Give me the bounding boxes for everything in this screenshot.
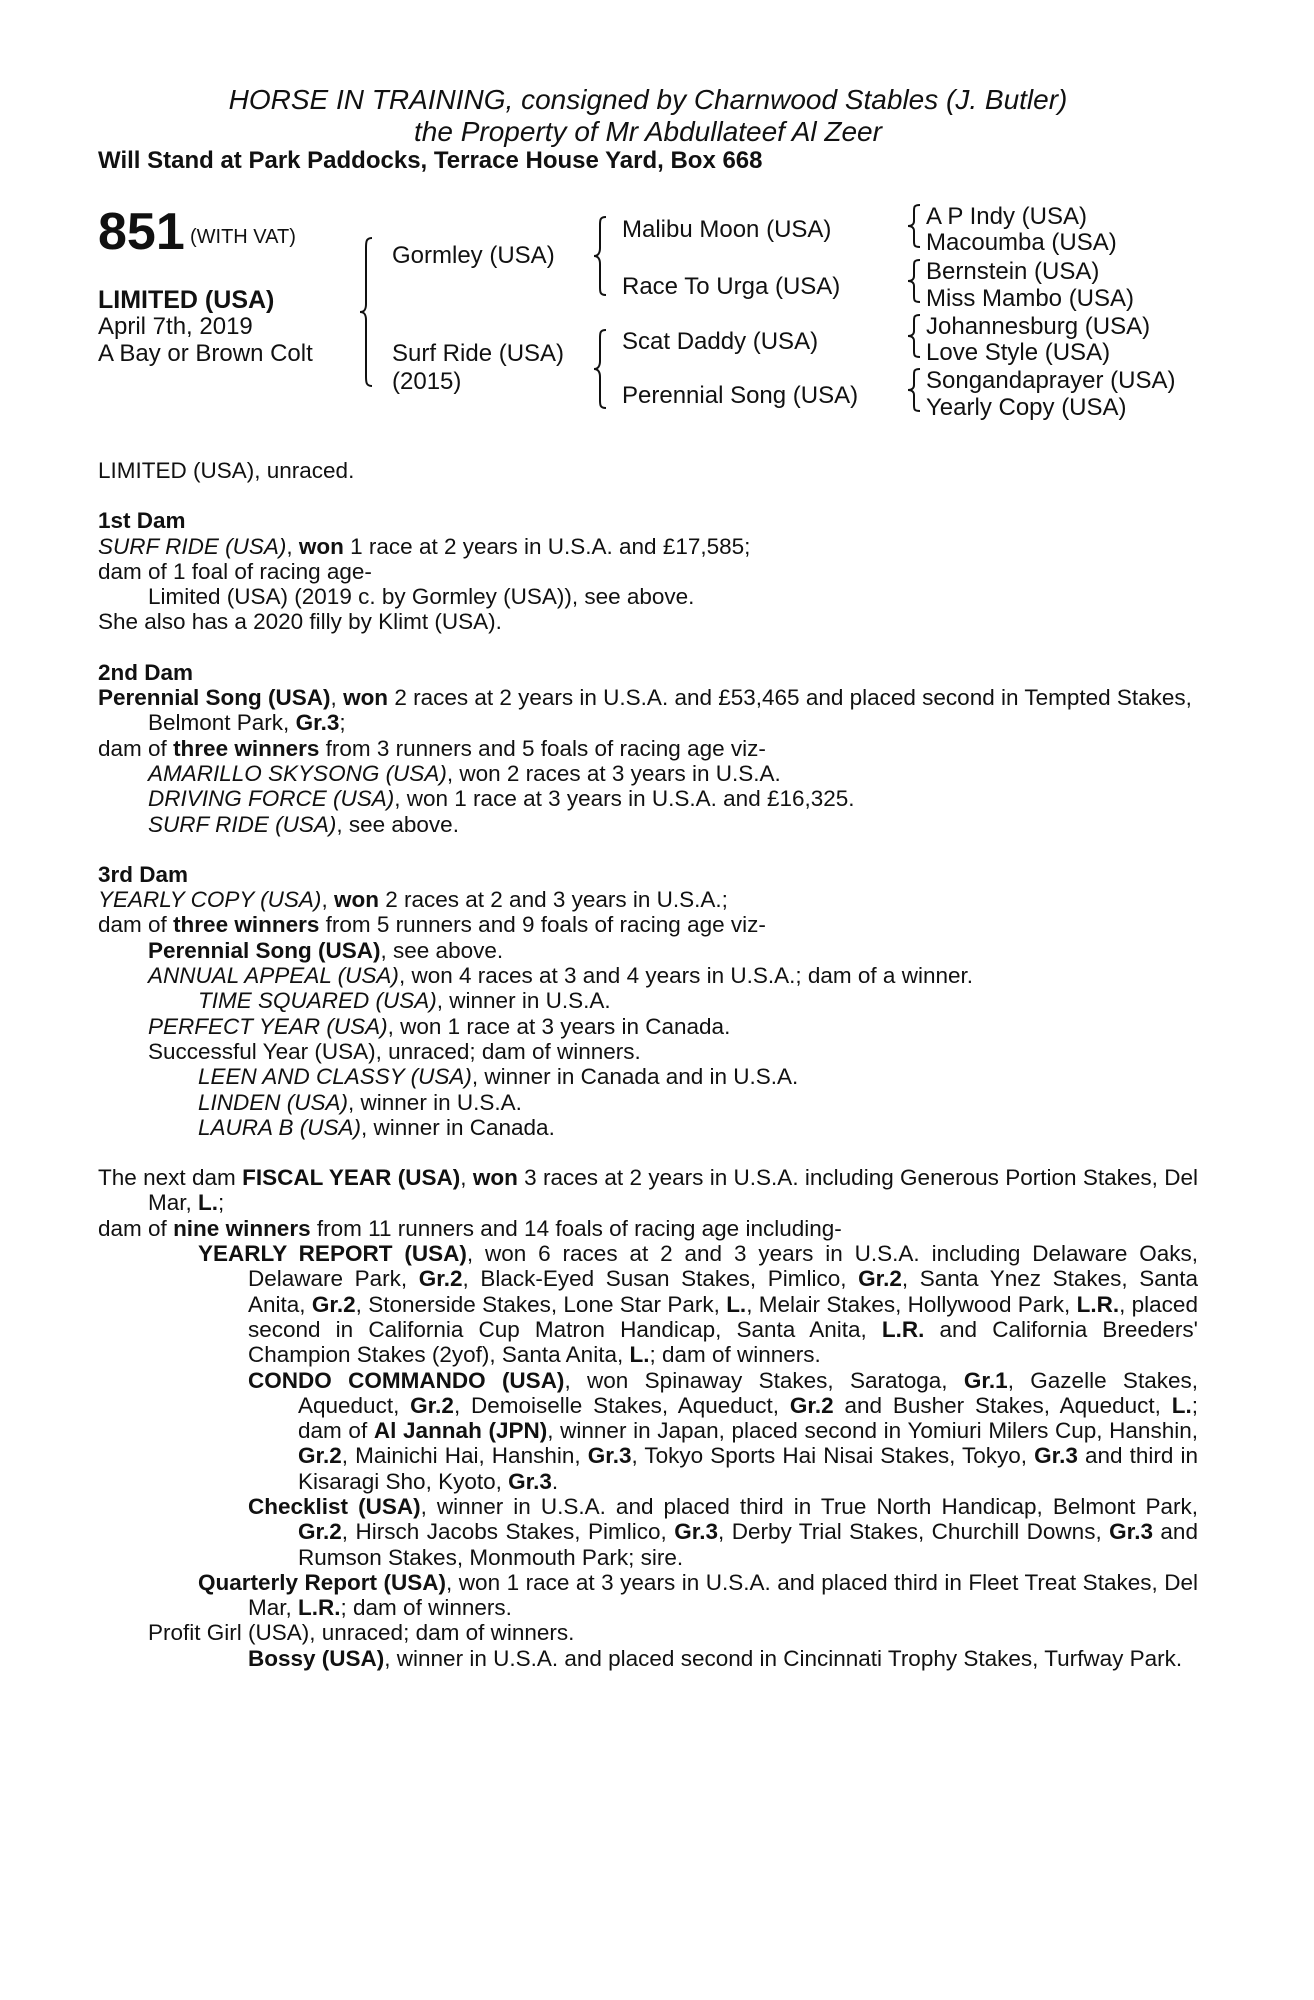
horse-description: A Bay or Brown Colt	[98, 340, 313, 367]
pedigree-bracket-sd	[906, 258, 922, 304]
third-dam-progeny: PERFECT YEAR (USA), won 1 race at 3 years in Canada.	[148, 1013, 731, 1039]
next-dam-grandprogeny: CONDO COMMANDO (USA), won Spinaway Stakes, Saratoga, Gr.1, Gazelle Stakes, Aqueduct, Gr.2, Demoiselle Stakes, Aqueduct, Gr.2 and Busher Stakes, Aqueduct, L.; dam of Al Jannah (JPN), winner in Japan, placed second in Yomiuri Milers Cup, Hanshin, Gr.2, Mainichi Hai, Hanshin, Gr.3, Tokyo Sports Hai Nisai Stakes, Tokyo, Gr.3 and third in Kisaragi Sho, Kyoto, Gr.3.	[248, 1367, 1199, 1494]
pedigree-ss-sire: A P Indy (USA)	[926, 203, 1087, 230]
pedigree-dam-dam: Perennial Song (USA)	[622, 382, 859, 409]
third-dam-record: YEARLY COPY (USA), won 2 races at 2 and 3 years in U.S.A.;	[98, 887, 728, 913]
pedigree-bracket-main	[358, 236, 374, 388]
third-dam-progeny: ANNUAL APPEAL (USA), won 4 races at 3 and 4 years in U.S.A.; dam of a winner.	[148, 963, 973, 989]
pedigree-sd-sire: Bernstein (USA)	[926, 258, 1100, 285]
owner-line: the Property of Mr Abdullateef Al Zeer	[414, 116, 882, 147]
next-dam-grandprogeny: Bossy (USA), winner in U.S.A. and placed second in Cincinnati Trophy Stakes, Turfway Park.	[248, 1645, 1183, 1671]
next-dam-summary: dam of nine winners from 11 runners and 14 foals of racing age including-	[98, 1215, 842, 1241]
third-dam-grandprogeny: LAURA B (USA), winner in Canada.	[198, 1114, 555, 1140]
pedigree-dam-year: (2015)	[392, 368, 462, 395]
second-dam-heading: 2nd Dam	[98, 659, 194, 685]
second-dam-progeny: SURF RIDE (USA), see above.	[148, 811, 459, 837]
next-dam-progeny: Quarterly Report (USA), won 1 race at 3 years in U.S.A. and placed third in Fleet Treat Stakes, Del Mar, L.R.; dam of winners.	[198, 1569, 1198, 1621]
pedigree-ds-dam: Love Style (USA)	[926, 339, 1111, 366]
third-dam-grandprogeny: TIME SQUARED (USA), winner in U.S.A.	[198, 988, 611, 1014]
intro-line: LIMITED (USA), unraced.	[98, 458, 355, 483]
first-dam-note: She also has a 2020 filly by Klimt (USA).	[98, 609, 502, 635]
horse-birth-date: April 7th, 2019	[98, 313, 253, 340]
horse-name: LIMITED (USA)	[98, 286, 275, 314]
first-dam-foals: dam of 1 foal of racing age-	[98, 558, 372, 584]
pedigree-dd-dam: Yearly Copy (USA)	[926, 394, 1127, 421]
pedigree-sd-dam: Miss Mambo (USA)	[926, 285, 1135, 312]
next-dam-record: The next dam FISCAL YEAR (USA), won 3 races at 2 years in U.S.A. including Generous Portion Stakes, Del Mar, L.;	[98, 1165, 1198, 1216]
pedigree-dd-sire: Songandaprayer (USA)	[926, 367, 1176, 394]
third-dam-grandprogeny: LEEN AND CLASSY (USA), winner in Canada and in U.S.A.	[198, 1064, 799, 1090]
third-dam-grandprogeny: LINDEN (USA), winner in U.S.A.	[198, 1089, 522, 1115]
next-dam-progeny: Profit Girl (USA), unraced; dam of winners.	[148, 1620, 575, 1646]
pedigree-ds-sire: Johannesburg (USA)	[926, 313, 1151, 340]
pedigree-sire-sire: Malibu Moon (USA)	[622, 216, 832, 243]
pedigree-bracket-dd	[906, 367, 922, 413]
vat-note: (WITH VAT)	[190, 226, 296, 248]
second-dam-summary: dam of three winners from 3 runners and 5 foals of racing age viz-	[98, 735, 766, 761]
first-dam-heading: 1st Dam	[98, 508, 186, 534]
stand-location-line: Will Stand at Park Paddocks, Terrace House Yard, Box 668	[98, 147, 763, 174]
third-dam-summary: dam of three winners from 5 runners and 9 foals of racing age viz-	[98, 912, 766, 938]
first-dam-record: SURF RIDE (USA), won 1 race at 2 years in U.S.A. and £17,585;	[98, 533, 751, 559]
pedigree-bracket-ss	[906, 203, 922, 249]
next-dam-progeny: YEARLY REPORT (USA), won 6 races at 2 and 3 years in U.S.A. including Delaware Oaks, Delaware Park, Gr.2, Black-Eyed Susan Stakes, Pimlico, Gr.2, Santa Ynez Stakes, Santa Anita, Gr.2, Stonerside Stakes, Lone Star Park, L., Melair Stakes, Hollywood Park, L.R., placed second in California Cup Matron Handicap, Santa Anita, L.R. and California Breeders' Champion Stakes (2yof), Santa Anita, L.; dam of winners.	[198, 1241, 1198, 1368]
next-dam-grandprogeny: Checklist (USA), winner in U.S.A. and placed third in True North Handicap, Belmont Park, Gr.2, Hirsch Jacobs Stakes, Pimlico, Gr.3, Derby Trial Stakes, Churchill Downs, Gr.3 and Rumson Stakes, Monmouth Park; sire.	[248, 1493, 1198, 1570]
pedigree-bracket-sire	[592, 215, 608, 297]
pedigree-sire: Gormley (USA)	[392, 242, 555, 269]
third-dam-progeny: Perennial Song (USA), see above.	[148, 937, 504, 963]
consignor-line: HORSE IN TRAINING, consigned by Charnwood Stables (J. Butler)	[228, 84, 1068, 115]
pedigree-bracket-ds	[906, 313, 922, 359]
second-dam-progeny: AMARILLO SKYSONG (USA), won 2 races at 3 years in U.S.A.	[148, 760, 781, 786]
pedigree-notes	[98, 458, 1198, 1671]
third-dam-heading: 3rd Dam	[98, 861, 189, 887]
third-dam-progeny: Successful Year (USA), unraced; dam of winners.	[148, 1038, 641, 1064]
pedigree-ss-dam: Macoumba (USA)	[926, 229, 1117, 256]
first-dam-progeny: Limited (USA) (2019 c. by Gormley (USA)), see above.	[148, 584, 695, 610]
second-dam-progeny: DRIVING FORCE (USA), won 1 race at 3 years in U.S.A. and £16,325.	[148, 786, 855, 812]
pedigree-dam-sire: Scat Daddy (USA)	[622, 328, 819, 355]
pedigree-bracket-dam	[592, 328, 608, 410]
pedigree-dam: Surf Ride (USA)	[392, 340, 565, 367]
lot-number: 851	[98, 203, 185, 261]
pedigree-sire-dam: Race To Urga (USA)	[622, 273, 841, 300]
second-dam-record: Perennial Song (USA), won 2 races at 2 years in U.S.A. and £53,465 and placed second in Tempted Stakes, Belmont Park, Gr.3;	[98, 685, 1192, 736]
